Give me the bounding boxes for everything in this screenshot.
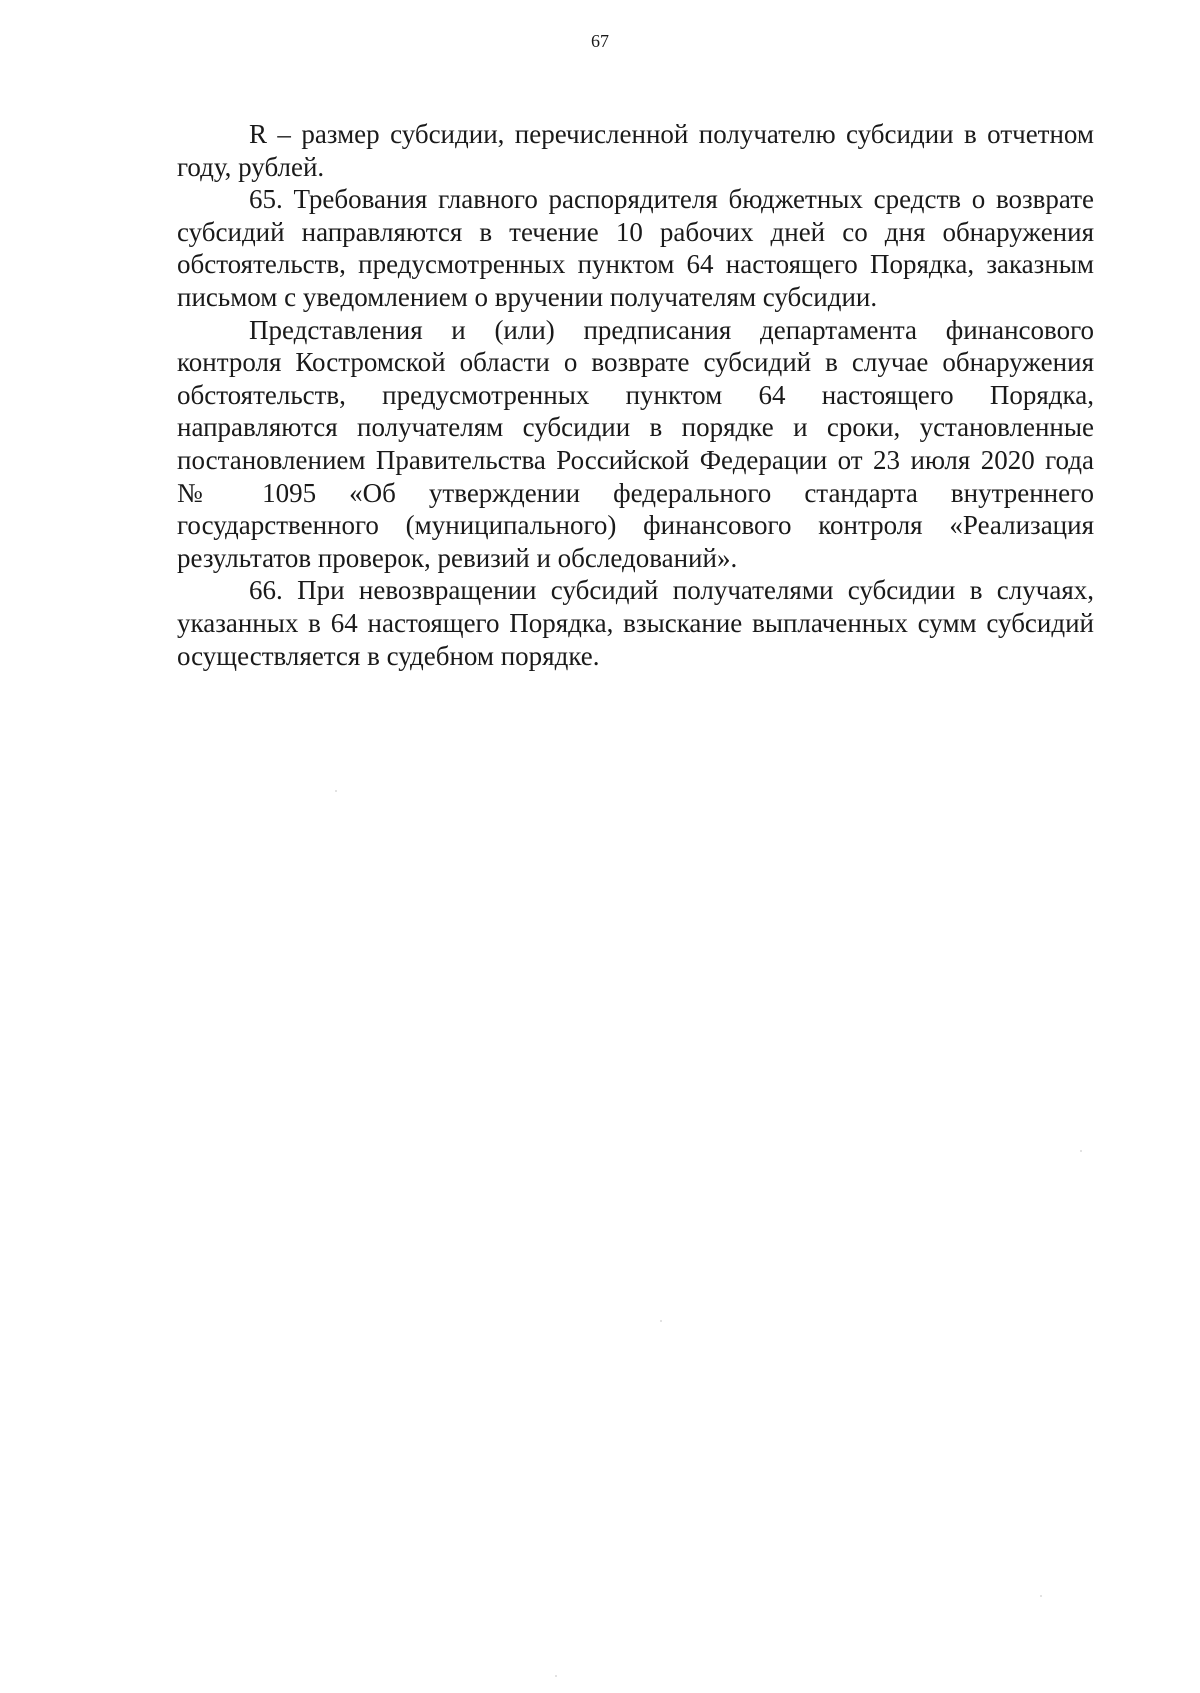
scan-speck (1040, 1595, 1042, 1597)
paragraph-control-submissions: Представления и (или) предписания департамента финансового контроля Костромской области о возврате субсидий в случае обнаружения обстоятельств, предусмотренных пунктом 64 настоящего Порядка, направляются получателям субсидии в порядке и сроки, установленные постановлением Правительства Российской Федерации от 23 июля 2020 года № 1095 «Об утверждении федерального стандарта внутреннего государственного (муниципального) финансового контроля «Реализация результатов проверок, ревизий и обследований». (177, 314, 1094, 573)
scan-speck (335, 790, 337, 792)
paragraph-66: 66. При невозвращении субсидий получателями субсидии в случаях, указанных в 64 настоящего Порядка, взыскание выплаченных сумм субсидий осуществляется в судебном порядке. (177, 575, 1094, 671)
paragraph-r-definition: R – размер субсидии, перечисленной получателю субсидии в отчетном году, рублей. (177, 119, 1094, 182)
page-number: 67 (591, 31, 609, 51)
scan-speck (1080, 1150, 1082, 1152)
paragraph-65: 65. Требования главного распорядителя бюджетных средств о возврате субсидий направляются в течение 10 рабочих дней со дня обнаружения обстоятельств, предусмотренных пунктом 64 настоящего Порядка, заказным письмом с уведомлением о вручении получателям субсидии. (177, 184, 1094, 312)
document-body (177, 118, 1094, 672)
scan-speck (555, 1675, 557, 1677)
scan-speck (660, 1320, 662, 1322)
